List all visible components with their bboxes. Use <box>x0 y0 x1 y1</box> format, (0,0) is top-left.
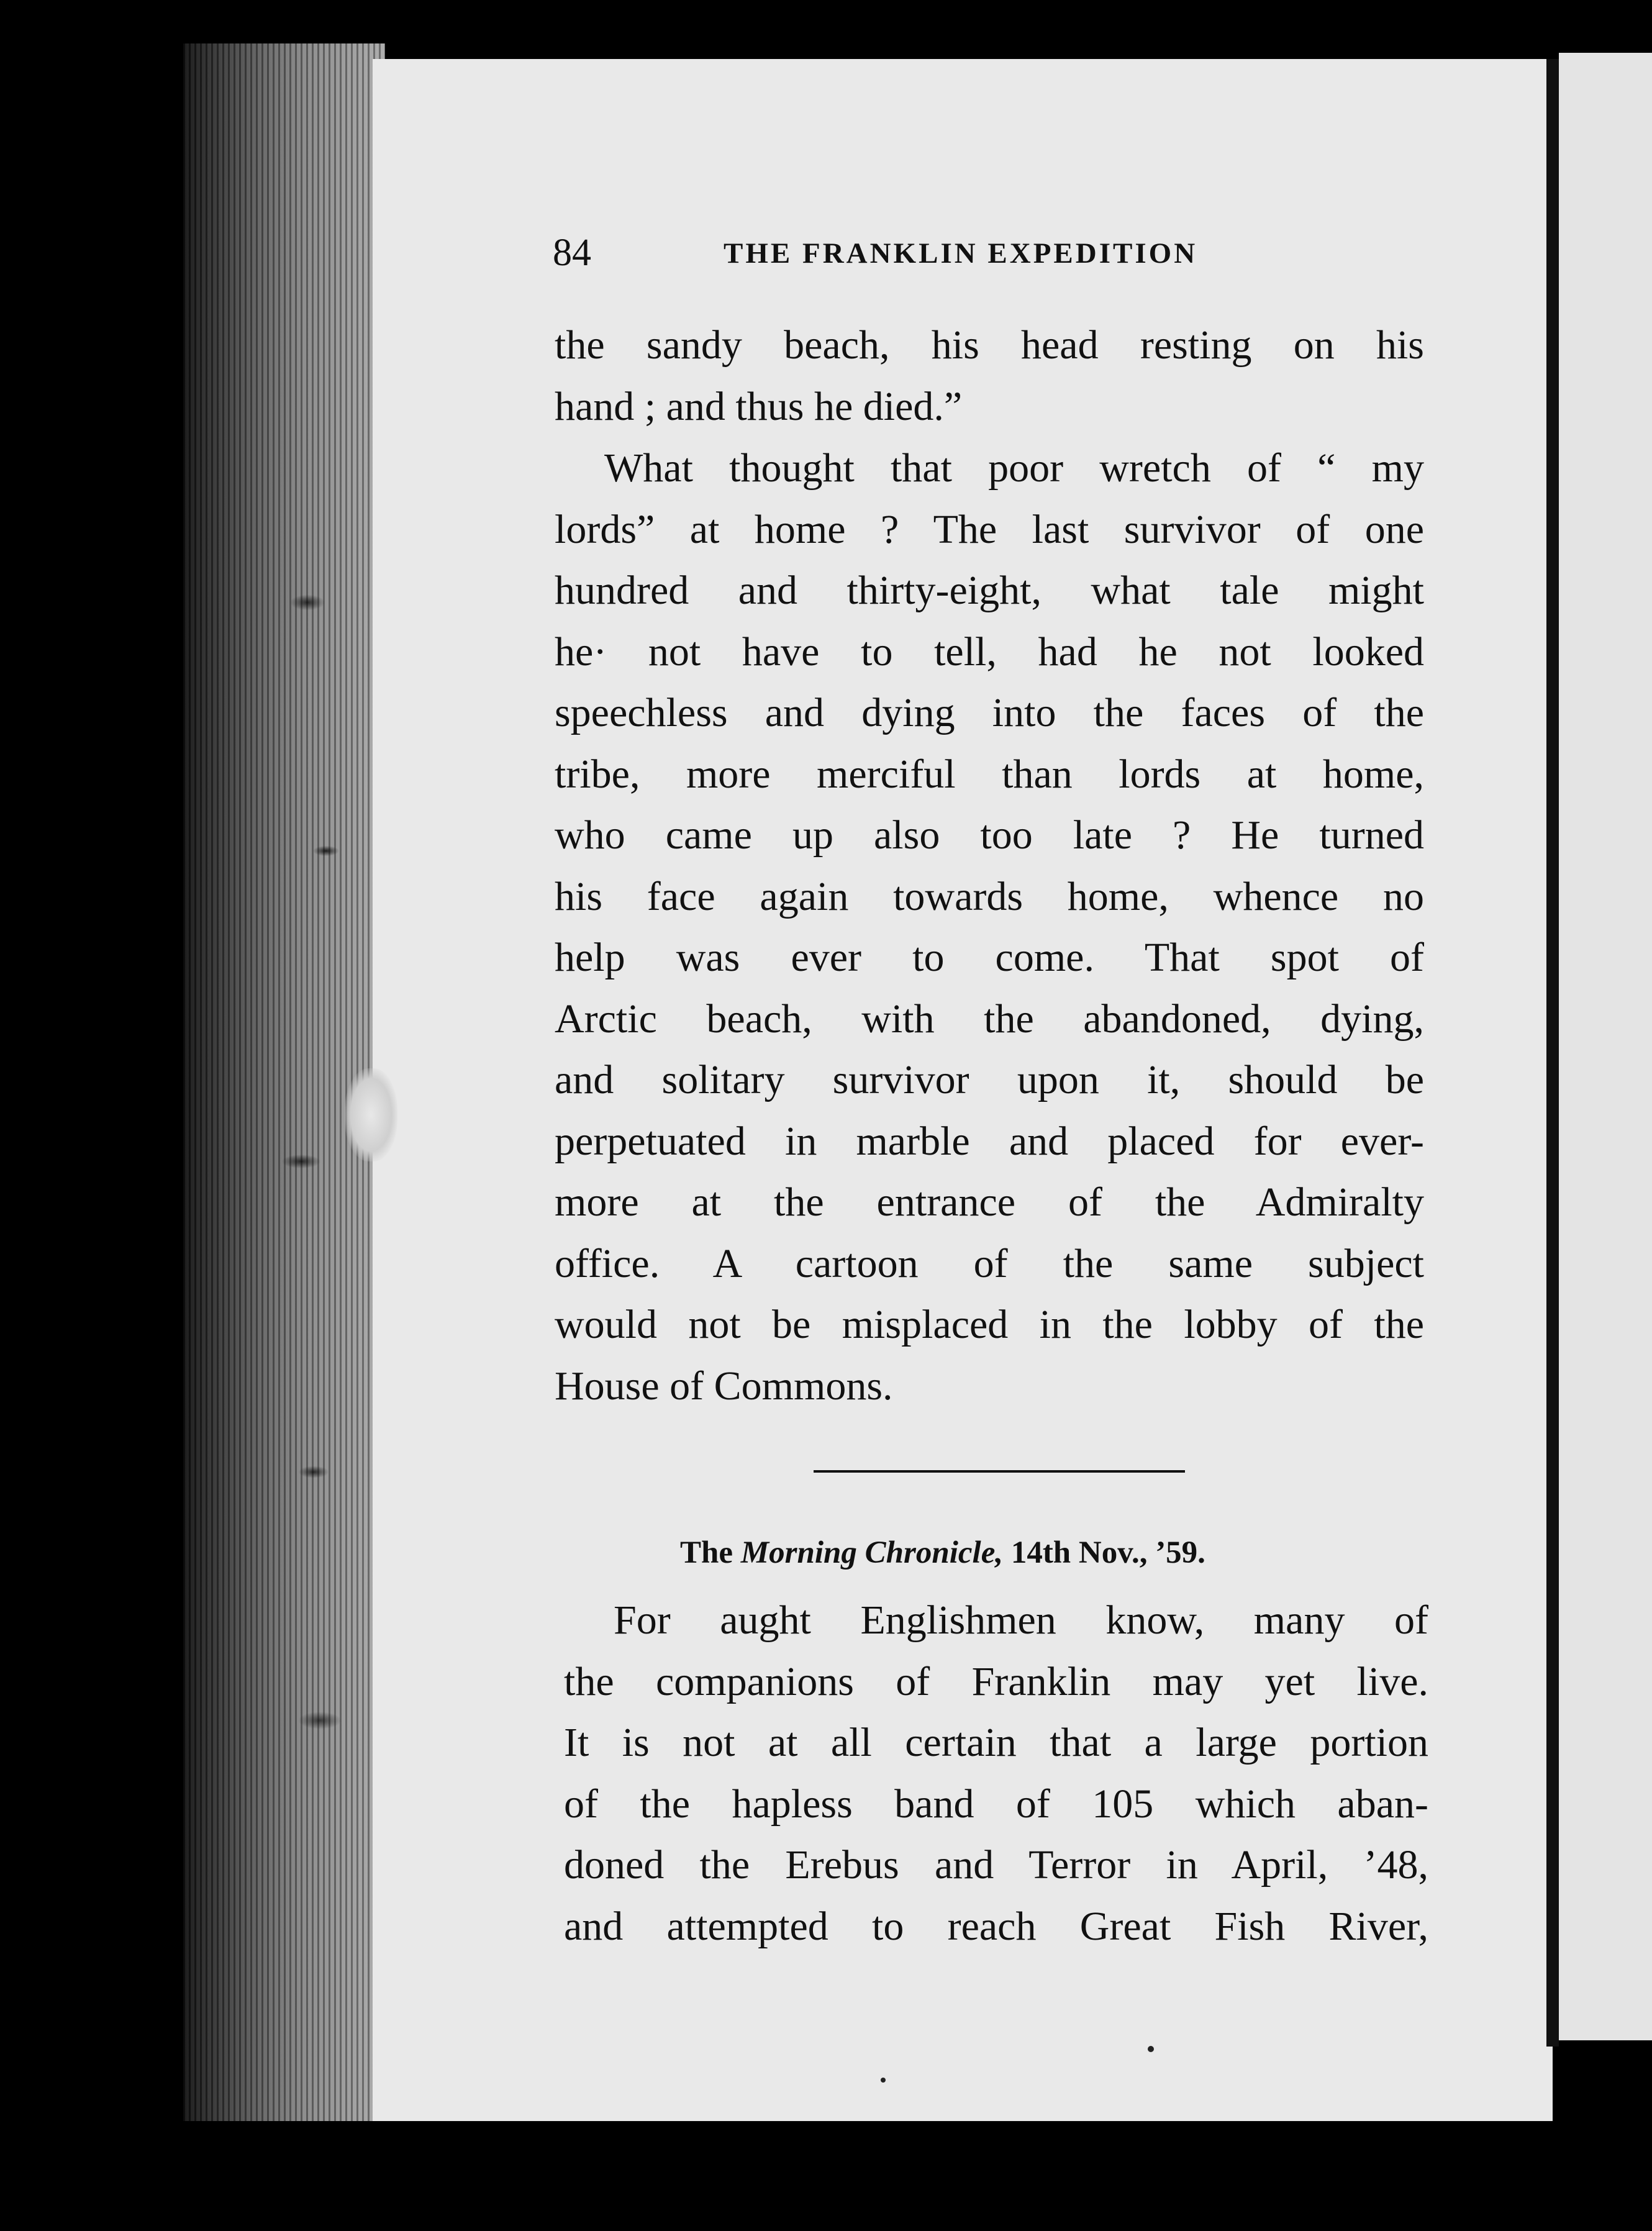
text-line: hand ; and thus he died.” <box>555 383 963 429</box>
text-line: doned the Erebus and Terror in April, ’48, <box>564 1842 1428 1888</box>
text-line: help was ever to come. That spot of <box>555 935 1424 980</box>
text-line: would not be misplaced in the lobby of the <box>555 1302 1424 1347</box>
text-line: Arctic beach, with the abandoned, dying, <box>555 996 1424 1042</box>
text-line: he· not have to tell, had he not looked <box>555 629 1424 675</box>
citation-prefix: The <box>680 1535 733 1570</box>
text-line: his face again towards home, whence no <box>555 873 1424 919</box>
text-line: It is not at all certain that a large portion <box>564 1720 1428 1765</box>
text-line: For aught Englishmen know, many of <box>614 1597 1428 1643</box>
text-line: the companions of Franklin may yet live. <box>564 1658 1428 1704</box>
section-rule <box>814 1470 1185 1473</box>
text-line: tribe, more merciful than lords at home, <box>555 751 1424 797</box>
page-number: 84 <box>553 232 591 274</box>
paragraph-lords-at-home <box>555 438 1424 1417</box>
running-header <box>553 231 1236 275</box>
text-line: speechless and dying into the faces of the <box>555 690 1424 735</box>
page-gutter-shadow <box>1546 59 1559 2047</box>
text-line: lords” at home ? The last survivor of one <box>555 506 1424 552</box>
text-line: office. A cartoon of the same subject <box>555 1240 1424 1286</box>
paragraph-continued <box>555 315 1424 437</box>
text-line: and solitary survivor upon it, should be <box>555 1057 1424 1102</box>
text-line: hundred and thirty-eight, what tale might <box>555 568 1424 613</box>
text-line: who came up also too late ? He turned <box>555 812 1424 858</box>
text-line: What thought that poor wretch of “ my <box>604 445 1424 491</box>
text-line: the sandy beach, his head resting on his <box>555 322 1424 368</box>
text-line: and attempted to reach Great Fish River, <box>564 1903 1428 1949</box>
ink-speck <box>1148 2046 1154 2052</box>
page-stain <box>345 1068 397 1161</box>
running-title: THE FRANKLIN EXPEDITION <box>724 237 1198 270</box>
paragraph-morning-chronicle <box>564 1590 1428 1957</box>
ink-speck <box>881 2078 886 2083</box>
text-line: perpetuated in marble and placed for ever- <box>555 1118 1424 1164</box>
text-line: more at the entrance of the Admiralty <box>555 1179 1424 1225</box>
text-line: House of Commons. <box>555 1363 893 1409</box>
citation-date: 14th Nov., ’59. <box>1010 1535 1205 1570</box>
text-line: of the hapless band of 105 which aban- <box>564 1781 1428 1827</box>
source-citation <box>680 1534 1205 1571</box>
publication-title: Morning Chronicle, <box>740 1535 1004 1570</box>
facing-page-edge <box>1559 53 1652 2040</box>
